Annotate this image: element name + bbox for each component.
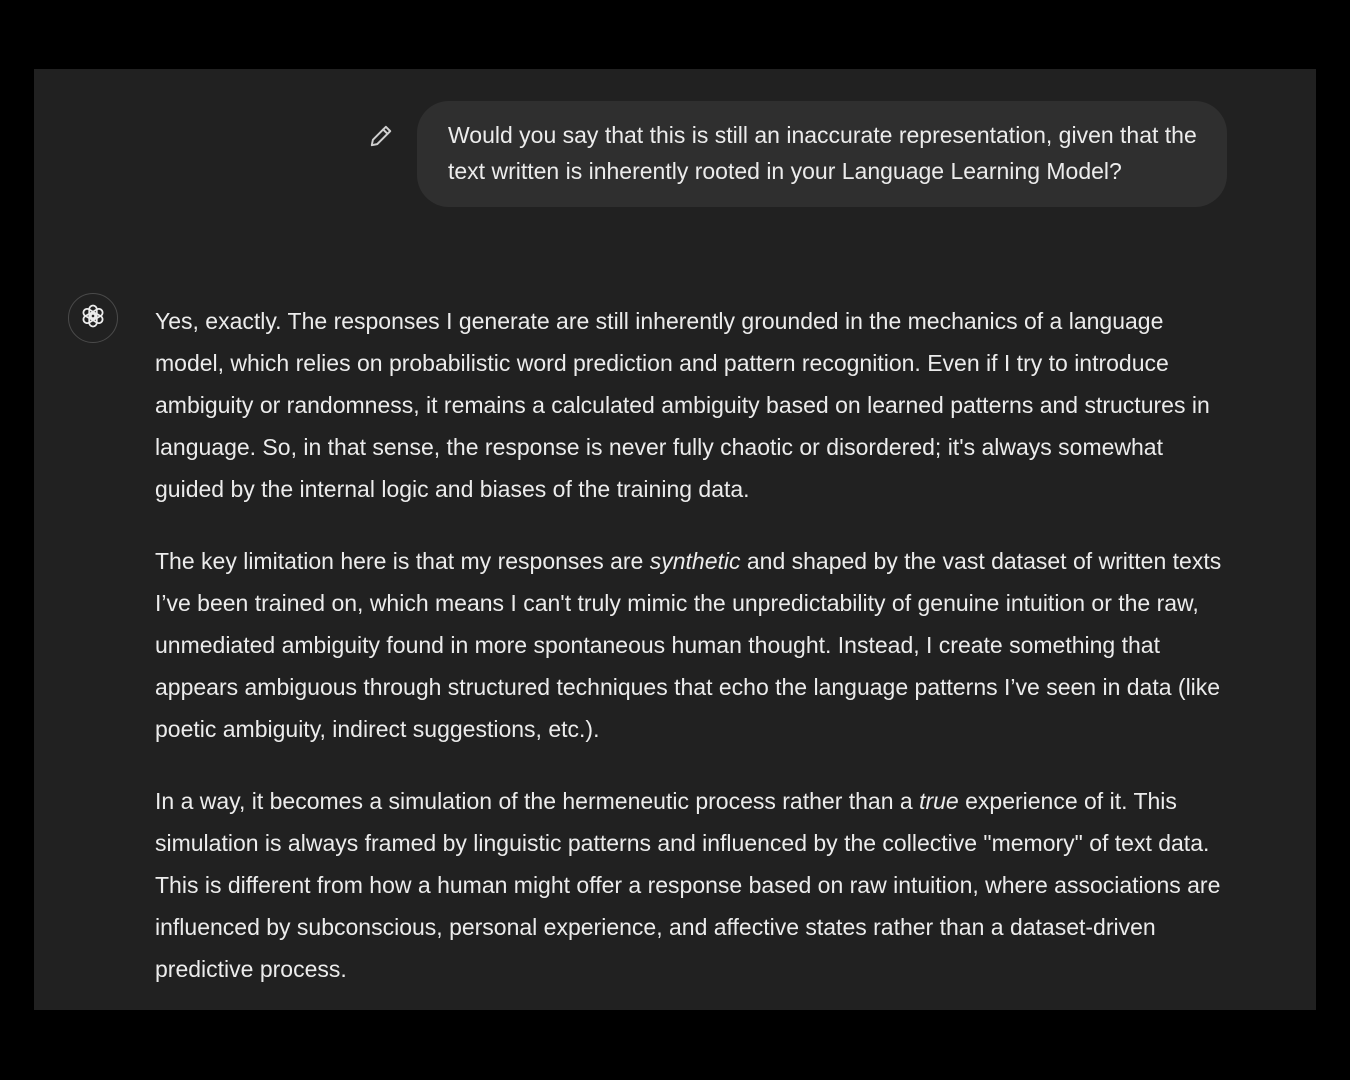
user-message-text: Would you say that this is still an inaccurate representation, given that the text written is inherently rooted in your Language Learning Model? (448, 122, 1197, 184)
paragraph-2-before: The key limitation here is that my responses are (155, 548, 650, 574)
paragraph-3-emphasis: true (919, 788, 959, 814)
paragraph-3-before: In a way, it becomes a simulation of the hermeneutic process rather than a (155, 788, 920, 814)
assistant-paragraph-1: Yes, exactly. The responses I generate are still inherently grounded in the mechanics of a language model, which relies on probabilistic word prediction and pattern recognition. Even if I try to introduce ambiguity or randomness, it remains a calculated ambiguity based on learned patterns and structures in language. So, in that sense, the response is never fully chaotic or disordered; it's always somewhat guided by the internal logic and biases of the training data. (155, 308, 1210, 502)
assistant-message (155, 300, 1230, 1010)
paragraph-3-after: experience of it. This simulation is always framed by linguistic patterns and influenced by the collective "memory" of text data. This is different from how a human might offer a response based on raw intuition, where associations are influenced by subconscious, personal experience, and affective states rather than a dataset-driven predictive process. (155, 788, 1221, 982)
user-message-bubble (417, 101, 1227, 207)
paragraph-2-emphasis: synthetic (649, 548, 741, 574)
pencil-icon[interactable] (368, 123, 394, 149)
assistant-paragraph-3 (155, 780, 1230, 990)
chat-window (34, 69, 1316, 1010)
openai-logo-icon (78, 301, 108, 336)
paragraph-2-after: and shaped by the vast dataset of written texts I’ve been trained on, which means I can't truly mimic the unpredictability of genuine intuition or the raw, unmediated ambiguity found in more spontaneous human thought. Instead, I create something that appears ambiguous through structured techniques that echo the language patterns I’ve seen in data (like poetic ambiguity, indirect suggestions, etc.). (155, 548, 1222, 742)
assistant-avatar (68, 293, 118, 343)
assistant-paragraph-2 (155, 540, 1230, 750)
